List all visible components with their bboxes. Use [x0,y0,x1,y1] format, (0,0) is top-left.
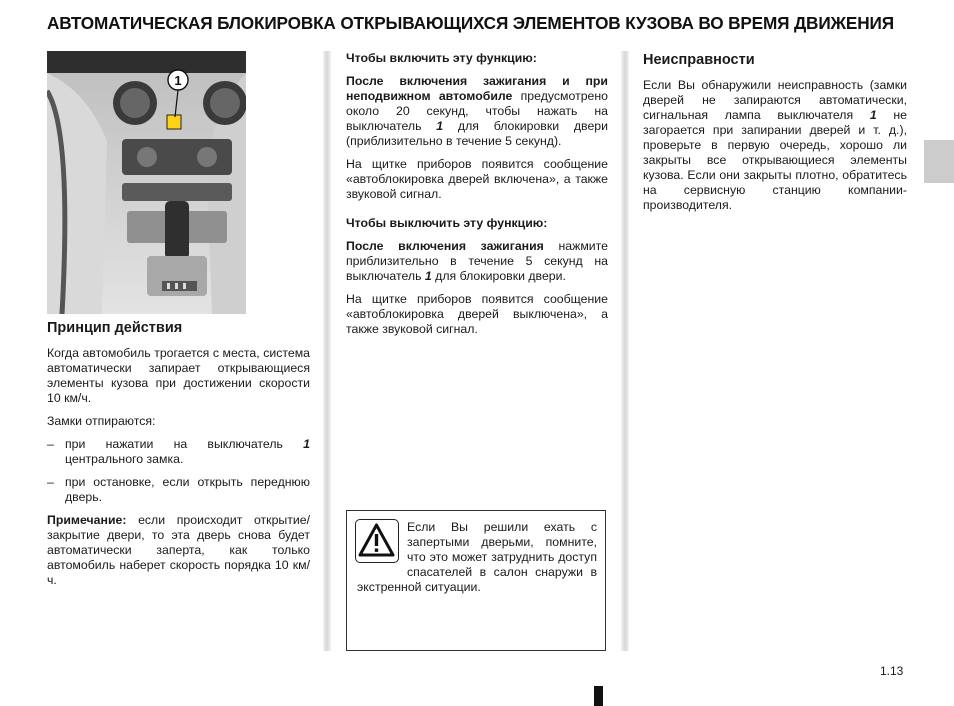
dash-marker: – [47,475,54,489]
list-item [47,437,310,467]
principle-heading: Принцип действия [47,320,183,336]
faults-section [643,51,907,221]
disable-paragraph: После включения зажигания нажмите приблизительно в течение 5 секунд на выключатель 1 для блокировки двери. [346,239,608,283]
principle-section [47,319,310,596]
enable-message: На щитке приборов появится сообщение «автоблокировка дверей включена», а также звуковой сигнал. [346,157,608,201]
page-title: АВТОМАТИЧЕСКАЯ БЛОКИРОВКА ОТКРЫВАЮЩИХСЯ ЭЛЕМЕНТОВ КУЗОВА ВО ВРЕМЯ ДВИЖЕНИЯ [47,13,894,33]
disable-heading: Чтобы выключить эту функцию: [346,216,548,230]
unlock-intro: Замки отпираются: [47,414,156,428]
page-marker [594,686,603,706]
dashboard-photo [47,51,246,314]
section-tab [924,140,954,183]
faults-paragraph: Если Вы обнаружили неисправность (замки дверей не запираются автоматически, сигнальная лампа выключателя 1 не загорается при запирании дверей и т. д.), проверьте в первую очередь, хорошо ли закрыты все открывающиеся элементы кузова. Если они закрыты плотно, обратитесь на сервисную станцию компании-производителя. [643,78,907,212]
enable-heading: Чтобы включить эту функцию: [346,51,537,65]
list-item-text: при остановке, если открыть переднюю дверь. [65,475,310,504]
warning-text: Если Вы решили ехать с запертыми дверьми, помните, что это может затруднить доступ спасателей в салон снаружи в экстренной ситуации. [357,520,597,594]
note-paragraph: Примечание: если происходит открытие/закрытие двери, то эта дверь снова будет автоматически заперта, как только автомобиль наберет скорость порядка 10 км/ч. [47,513,310,587]
callout-1: 1 [174,73,182,88]
page-number: 1.13 [880,664,904,678]
list-item-text: при нажатии на выключатель 1 центрального замка. [65,437,310,466]
dash-marker: – [47,437,54,451]
center-console-illustration [47,51,246,314]
principle-paragraph: Когда автомобиль трогается с места, система автоматически запирает открывающиеся элементы кузова при достижении скорости 10 км/ч. [47,346,310,405]
column-divider-1 [323,51,331,651]
warning-box [346,510,606,651]
enable-paragraph: После включения зажигания и при неподвижном автомобиле предусмотрено около 20 секунд, чтобы нажать на выключатель 1 для блокировки двери (приблизительно в течение 5 секунд). [346,74,609,148]
faults-heading: Неисправности [643,52,755,68]
enable-disable-section [346,51,608,345]
column-divider-2 [621,51,629,651]
warning-icon [355,519,399,563]
disable-message: На щитке приборов появится сообщение «автоблокировка дверей выключена», а также звуковой сигнал. [346,292,608,336]
list-item [47,475,310,505]
